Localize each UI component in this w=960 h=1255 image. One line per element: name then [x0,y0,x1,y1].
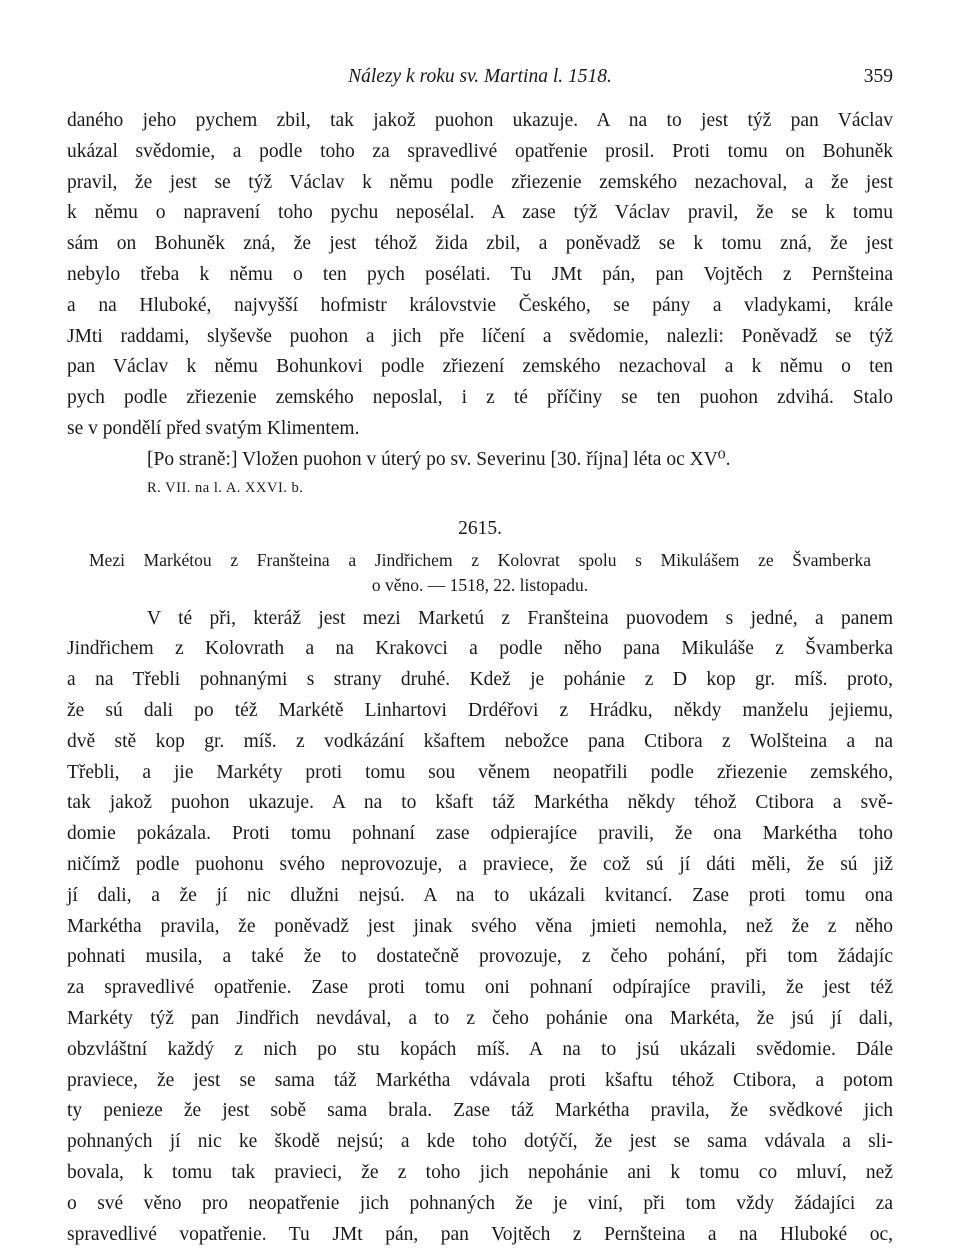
text-line: praviece, že jest se sama táž Markétha vdávala proti kšaftu téhož Ctibora, a potom [67,1069,893,1091]
running-head [67,66,893,106]
section-entry-2615 [67,514,893,1251]
marginal-note: [Po straně:] Vložen puohon v úterý po sv. Severinu [30. října] léta oc XV⁰. [147,448,731,470]
entry-number: 2615. [458,517,502,539]
text-line: o své věno pro neopatřenie jich pohnaných že je viní, při tom vždy žádajíci za [67,1192,893,1214]
text-line: Třebli, a jie Markéty proti tomu sou věnem neopatřili podle zřiezenie zemského, [67,761,893,783]
text-line: Jindřichem z Kolovrath a na Krakovci a podle něho pana Mikuláše z Švamberka [67,638,893,660]
entry-caption-date: o věno. — 1518, 22. listopadu. [371,574,589,595]
text-line: V té při, kteráž jest mezi Marketú z Franšteina puovodem s jedné, a panem [147,607,893,629]
text-line: JMti raddami, slyševše puohon a jich pře líčení a svědomie, nalezli: Poněvadž se týž [67,325,893,347]
text-line: obzvláštní každý z nich po stu kopách míš. A na to jsú ukázali svědomie. Dále [67,1038,893,1060]
text-line: dvě stě kop gr. míš. z vodkázání kšaftem nebožce pana Ctibora z Wolšteina a na [67,730,893,752]
running-title: Nálezy k roku sv. Martina l. 1518. [348,66,612,87]
text-line: daného jeho pychem zbil, tak jakož puohon ukazuje. A na to jest týž pan Václav [67,110,893,131]
section-continued-entry [67,106,893,502]
entry-caption: Mezi Markétou z Franšteina a Jindřichem z Kolovrat spolu s Mikulášem ze Švamberka [89,549,871,570]
text-line: ukázal svědomie, a podle toho za spravedlivé opatřenie prosil. Proti tomu on Bohuněk [67,140,893,162]
text-line: a na Třebli pohnanými s strany druhé. Kdež je pohánie z D kop gr. míš. proto, [67,669,893,691]
text-line: pan Václav k němu Bohunkovi podle zřiezení zemského nezachoval a k němu o ten [67,356,893,378]
text-line: sám on Bohuněk zná, že jest téhož žida zbil, a poněvadž se k tomu zná, že jest [67,233,893,255]
text-line: jí dali, a že jí nic dlužni nejsú. A na to ukázali kvitancí. Zase proti tomu ona [67,884,893,906]
text-line: bovala, k tomu tak pravieci, že z toho jich nepohánie ani k tomu co mluví, než [67,1161,893,1183]
text-line: a na Hluboké, najvyšší hofmistr královstvie Českého, se pány a vladykami, krále [67,294,893,316]
text-line: tak jakož puohon ukazuje. A na to kšaft táž Markétha někdy téhož Ctibora a svě- [67,792,893,814]
text-line: že sú dali po též Markétě Linhartovi Drdéřovi z Hrádku, někdy manželu jejiemu, [67,699,893,721]
text-line: Markétha pravila, že poněvadž jest jinak svého věna jmieti nemohla, než že z něho [67,915,893,937]
text-line: pohnaných jí nic ke škodě nejsú; a kde toho dotýčí, že jest se sama vdávala a sli- [67,1131,893,1153]
text-line: pych podle zřiezenie zemského neposlal, i z té příčiny se ten puohon zdvihá. Stalo [67,387,893,409]
text-line: nebylo třeba k němu o ten pych posélati. Tu JMt pán, pan Vojtěch z Pernšteina [67,263,893,285]
text-line: k němu o napravení toho pychu neposélal. A zase týž Václav pravil, že se k tomu [67,202,893,224]
text-line: ničímž podle puohonu svého neprovozuje, a praviece, že což sú jí dáti měli, že sú již [67,853,893,875]
text-line-last: se v pondělí před svatým Klimentem. [67,417,360,439]
text-line: Markéty týž pan Jindřich nevdával, a to z čeho pohánie ona Markéta, že jsú jí dali, [67,1007,893,1029]
text-line: pohnati musila, a také že to dostatečně provozuje, z čeho pohání, při tom žádajíc [67,946,893,968]
text-line: spravedlivé vopatřenie. Tu JMt pán, pan Vojtěch z Pernšteina a na Hluboké oc, [67,1223,893,1245]
text-line: pravil, že jest se týž Václav k němu podle zřiezenie zemského nezachoval, a že jest [67,171,893,193]
archival-signature: R. VII. na l. A. XXVI. b. [147,479,304,496]
text-line: ty penieze že jest sobě sama brala. Zase táž Markétha pravila, že svědkové jich [67,1100,893,1122]
text-line: za spravedlivé opatřenie. Zase proti tomu oni pohnaní odpírajíce pravili, že jest též [67,977,893,999]
document-page [67,66,893,1250]
text-line: domie pokázala. Proti tomu pohnaní zase odpierajíce pravili, že ona Markétha toho [67,823,893,845]
page-number: 359 [863,66,893,87]
